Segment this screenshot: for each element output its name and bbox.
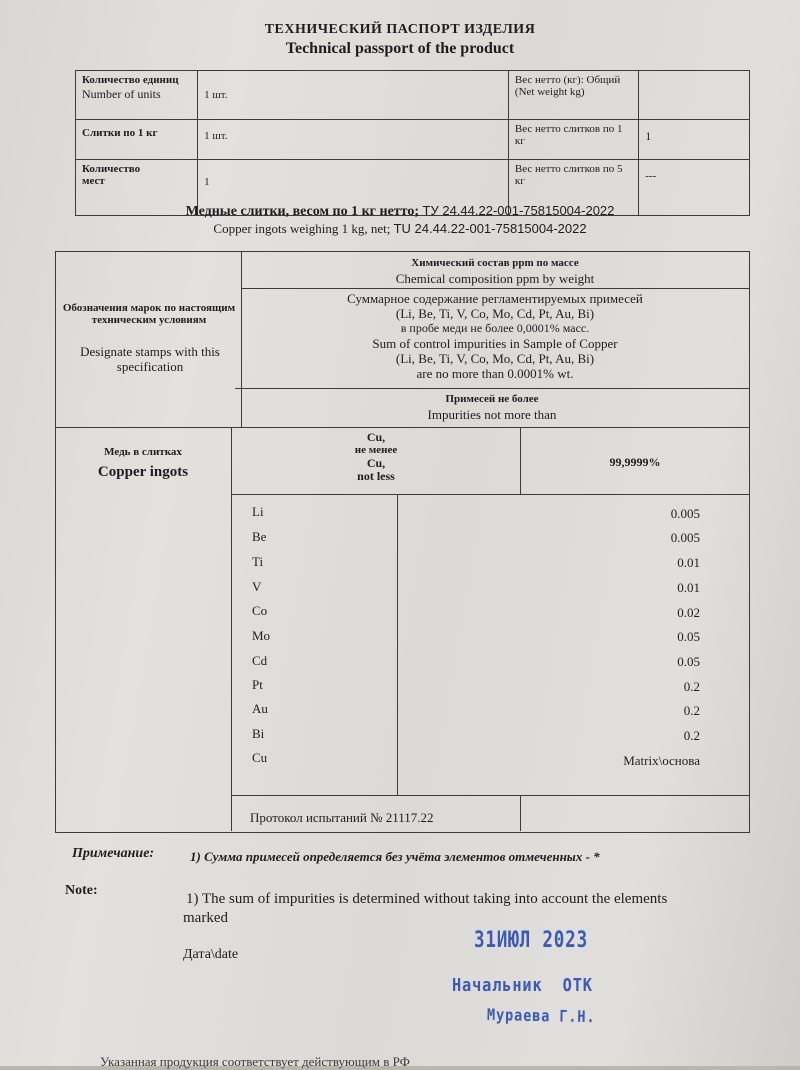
impurities-header-en: Impurities not more than	[427, 407, 557, 422]
chem-header-en: Chemical composition ppm by weight	[395, 271, 595, 286]
note-label-en: Note:	[65, 883, 98, 898]
note-text-en: 1) The sum of impurities is determined without taking into account the elements marked	[183, 891, 668, 926]
summary-table	[75, 70, 750, 216]
element-value: 0.05	[677, 629, 700, 644]
cu-min-header: Cu, не менее Cu, not less	[354, 430, 398, 483]
subtitle-ru-tu: ТУ 24.44.22-001-75815004-2022	[422, 203, 615, 218]
element-value: 0.005	[670, 530, 700, 545]
product-name-ru: Медь в слитках	[104, 446, 182, 458]
position-stamp: Начальник ОТК	[452, 975, 593, 996]
title-ru: ТЕХНИЧЕСКИЙ ПАСПОРТ ИЗДЕЛИЯ	[264, 22, 536, 37]
note-text-ru: 1) Сумма примесей определяется без учёта элементов отмеченных - *	[190, 849, 600, 864]
impurities-header-ru: Примесей не более	[445, 393, 539, 405]
date-label: Дата\date	[183, 947, 239, 962]
subtitle-ru	[0, 203, 800, 220]
cu-min-value: 99,9999%	[609, 455, 661, 469]
element-value: 0.02	[677, 605, 700, 620]
grade-header-en: Designate stamps with this specification	[80, 344, 220, 374]
net-weight-5kg-label: Вес нетто слитков по 5 кг	[508, 160, 638, 216]
sum-impurities-block: Суммарное содержание регламентируемых примесей (Li, Be, Ti, V, Co, Mo, Cd, Pt, Au, Bi) в пробе меди не более 0,0001% масс. Sum of control impurities in Sample of Copper (Li, Be, Ti, V, Co, Mo, Cd, Pt, Au, Bi) are no more than 0.0001% wt.	[347, 291, 643, 381]
element-name: Ti	[252, 554, 264, 569]
test-protocol: Протокол испытаний № 21117.22	[250, 810, 434, 825]
element-name: Cu	[252, 750, 268, 765]
units-label-en: Number of units	[82, 87, 161, 101]
units-label-ru: Количество единиц	[82, 74, 179, 86]
element-name: Cd	[252, 653, 268, 668]
subtitle-ru-main: Медные слитки, весом по 1 кг нетто;	[185, 204, 420, 219]
footer-text: Указанная продукция соответствует действующим в РФ	[100, 1054, 410, 1069]
subtitle-en	[0, 221, 800, 237]
element-value: 0.2	[683, 703, 700, 718]
ingots-value: 1 шт.	[198, 120, 509, 160]
chem-header-ru: Химический состав ppm по массе	[411, 257, 579, 269]
element-name: Pt	[252, 677, 263, 692]
net-weight-1kg-label: Вес нетто слитков по 1 кг	[508, 120, 638, 160]
places-label: Количество мест	[82, 163, 141, 187]
ingots-label: Слитки по 1 кг	[82, 127, 158, 139]
element-name: Co	[252, 603, 268, 618]
element-name: Bi	[252, 726, 265, 741]
element-value: 0.2	[683, 679, 700, 694]
element-value: 0.005	[670, 506, 700, 521]
signature-stamp: Мураева Г.Н.	[486, 1005, 596, 1027]
subtitle-en-tu: TU 24.44.22-001-75815004-2022	[393, 221, 587, 236]
title-en: Technical passport of the product	[285, 40, 515, 57]
element-name: Be	[252, 529, 267, 544]
element-name: V	[252, 579, 262, 594]
element-value: 0.01	[677, 555, 700, 570]
grade-header-ru: Обозначения марок по настоящим техническим условиям	[62, 302, 236, 326]
element-name: Li	[252, 504, 264, 519]
element-value: 0.01	[677, 580, 700, 595]
table-row	[76, 71, 750, 120]
subtitle-en-main: Copper ingots weighing 1 kg, net;	[213, 221, 391, 236]
element-value: Matrix\основа	[623, 753, 700, 768]
date-stamp: 31ИЮЛ 2023	[474, 928, 588, 953]
net-weight-1kg-value: 1	[639, 120, 750, 160]
units-value: 1 шт.	[198, 71, 509, 120]
table-row	[76, 120, 750, 160]
net-weight-5kg-value: ---	[639, 160, 750, 216]
element-name: Mo	[252, 628, 271, 643]
net-weight-label: Вес нетто (кг): Общий (Net weight kg)	[508, 71, 638, 120]
note-label-ru: Примечание:	[72, 846, 155, 861]
places-value: 1	[198, 160, 509, 216]
element-name: Au	[252, 701, 268, 716]
element-value: 0.05	[677, 654, 700, 669]
element-value: 0.2	[683, 728, 700, 743]
net-weight-value	[639, 71, 750, 120]
product-name-en: Copper ingots	[97, 464, 189, 480]
